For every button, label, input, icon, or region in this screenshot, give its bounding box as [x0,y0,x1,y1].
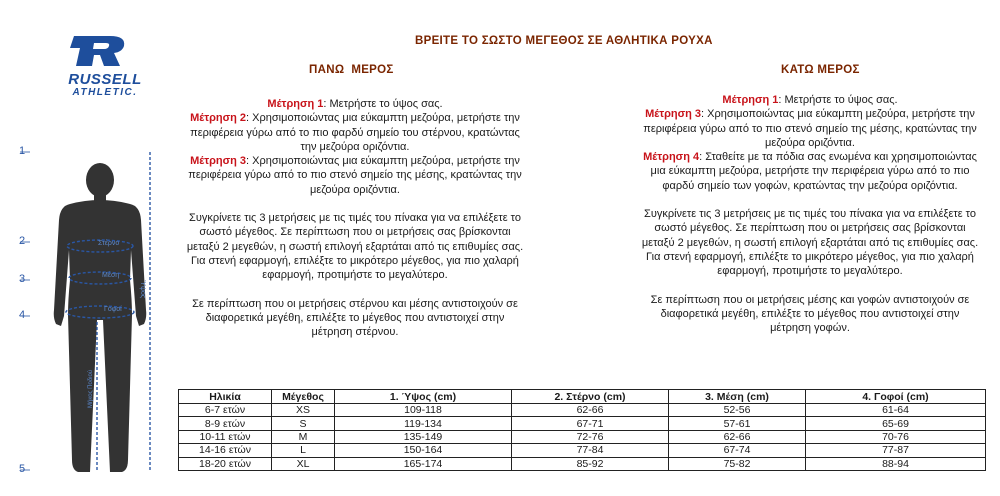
lower-measure-1 [640,93,980,107]
cell-size: M [272,430,335,443]
table-row [179,430,986,443]
measure-label: Μέτρηση 2 [190,112,247,125]
table-row [179,404,986,417]
waist-label: Μέση [102,272,120,279]
measure-text: : Χρησιμοποιώντας μια εύκαμπτη μεζούρα, μετρήστε την περιφέρεια γύρω από το πιο φαρδύ σημείο του στέρνου, κρατώντας την μεζούρα οριζόντια. [190,112,520,153]
cell-size: L [272,444,335,457]
body-silhouette-illustration [0,140,175,480]
cell-age: 6-7 ετών [179,404,272,417]
lower-compare-text: Συγκρίνετε τις 3 μετρήσεις με τις τιμές του πίνακα για να επιλέξετε το σωστό μέγεθος. Σε περίπτωση που οι μετρήσεις σας βρίσκονται μεταξύ 2 μεγεθών, η σωστή επιλογή εξαρτάται από τις επιθυμίες σας. Για στενή εφαρμογή, επιλέξτε το μικρότερο μέγεθος, για πιο χαλαρή εφαρμογή, προτιμήστε το μεγαλύτερο. [641,208,979,278]
cell-hips: 88-94 [806,457,986,470]
cell-height: 109-118 [335,404,512,417]
measure-label: Μέτρηση 4 [643,151,700,164]
cell-waist: 57-61 [669,417,806,430]
measure-text: : Χρησιμοποιώντας μια εύκαμπτη μεζούρα, μετρήστε την περιφέρεια γύρω από το πιο στενό σημείο της μέσης, κρατώντας την μεζούρα οριζόντια. [643,108,977,149]
upper-measure-3 [185,154,525,197]
cell-chest: 62-66 [512,404,669,417]
logo-text-line2: ATHLETIC. [72,87,138,98]
lower-section-title: ΚΑΤΩ ΜΕΡΟΣ [781,64,860,76]
cell-waist: 67-74 [669,444,806,457]
col-header-size: Μέγεθος [272,390,335,404]
upper-section-title: ΠΑΝΩ ΜΕΡΟΣ [309,64,394,76]
marker-number-5: 5 [19,463,26,475]
cell-chest: 77-84 [512,444,669,457]
inseam-label: Μήκος Ποδιού [88,369,94,408]
marker-number-1: 1 [19,145,26,157]
measure-text: : Μετρήστε το ύψος σας. [323,98,443,110]
marker-number-4: 4 [19,309,26,321]
chest-label: Στέρνο [98,240,120,247]
russell-athletic-logo [60,34,150,98]
cell-hips: 61-64 [806,404,986,417]
table-row [179,457,986,470]
table-row [179,417,986,430]
cell-age: 14-16 ετών [179,444,272,457]
marker-number-3: 3 [19,273,26,285]
cell-height: 150-164 [335,444,512,457]
lower-instructions [640,93,980,335]
col-header-hips: 4. Γοφοί (cm) [806,390,986,404]
cell-age: 8-9 ετών [179,417,272,430]
cell-height: 165-174 [335,457,512,470]
upper-measure-1 [185,97,525,111]
col-header-age: Ηλικία [179,390,272,404]
cell-height: 119-134 [335,417,512,430]
cell-size: XS [272,404,335,417]
lower-note-text: Σε περίπτωση που οι μετρήσεις μέσης και γοφών αντιστοιχούν σε διαφορετικά μεγέθη, επιλέξτε το μέγεθος που αντιστοιχεί στην μέτρηση γοφών. [650,293,970,335]
cell-hips: 77-87 [806,444,986,457]
table-row [179,444,986,457]
page-title: ΒΡΕΙΤΕ ΤΟ ΣΩΣΤΟ ΜΕΓΕΘΟΣ ΣΕ ΑΘΛΗΤΙΚΑ ΡΟΥΧΑ [415,35,713,47]
measure-label: Μέτρηση 1 [722,94,779,106]
col-header-height: 1. Ύψος (cm) [335,390,512,404]
size-table [178,389,986,471]
measure-label: Μέτρηση 3 [190,155,247,168]
measure-label: Μέτρηση 1 [267,98,324,110]
cell-hips: 65-69 [806,417,986,430]
hips-label: Γοφοί [104,306,122,313]
cell-chest: 85-92 [512,457,669,470]
logo-r-mark [70,34,128,68]
cell-waist: 52-56 [669,404,806,417]
upper-compare-text: Συγκρίνετε τις 3 μετρήσεις με τις τιμές του πίνακα για να επιλέξετε το σωστό μέγεθος. Σε περίπτωση που οι μετρήσεις σας βρίσκονται μεταξύ 2 μεγεθών, η σωστή επιλογή εξαρτάται από τις επιθυμίες σας. Για στενή εφαρμογή, επιλέξτε το μικρότερο μέγεθος, για πιο χαλαρή εφαρμογή, προτιμήστε το μεγαλύτερο. [186,212,524,282]
measure-text: : Σταθείτε με τα πόδια σας ενωμένα και χρησιμοποιώντας μια εύκαμπτη μεζούρα, μετρήστε την περιφέρεια γύρω από το πιο φαρδύ σημείο των γοφών, κρατώντας την μεζούρα οριζόντια. [650,151,977,192]
cell-height: 135-149 [335,430,512,443]
cell-chest: 67-71 [512,417,669,430]
marker-number-2: 2 [19,235,26,247]
measure-text: : Μετρήστε το ύψος σας. [778,94,898,106]
col-header-waist: 3. Μέση (cm) [669,390,806,404]
cell-chest: 72-76 [512,430,669,443]
table-header-row [179,390,986,404]
upper-instructions [185,97,525,339]
cell-age: 18-20 ετών [179,457,272,470]
measure-text: : Χρησιμοποιώντας μια εύκαμπτη μεζούρα, μετρήστε την περιφέρεια γύρω από το πιο στενό σημείο της μέσης, κρατώντας την μεζούρα οριζόντια. [188,155,522,196]
height-label: Ύψος [139,280,146,299]
cell-hips: 70-76 [806,430,986,443]
lower-measure-3 [640,107,980,150]
cell-waist: 75-82 [669,457,806,470]
cell-age: 10-11 ετών [179,430,272,443]
col-header-chest: 2. Στέρνο (cm) [512,390,669,404]
upper-measure-2 [185,111,525,154]
upper-note-text: Σε περίπτωση που οι μετρήσεις στέρνου και μέσης αντιστοιχούν σε διαφορετικά μεγέθη, επιλέξτε το μέγεθος που αντιστοιχεί στην μέτρηση στέρνου. [192,297,518,339]
logo-text-line1: RUSSELL [68,71,142,88]
cell-size: S [272,417,335,430]
measure-label: Μέτρηση 3 [645,108,702,121]
cell-size: XL [272,457,335,470]
body-measurement-figure [0,140,175,480]
cell-waist: 62-66 [669,430,806,443]
lower-measure-4 [640,150,980,193]
